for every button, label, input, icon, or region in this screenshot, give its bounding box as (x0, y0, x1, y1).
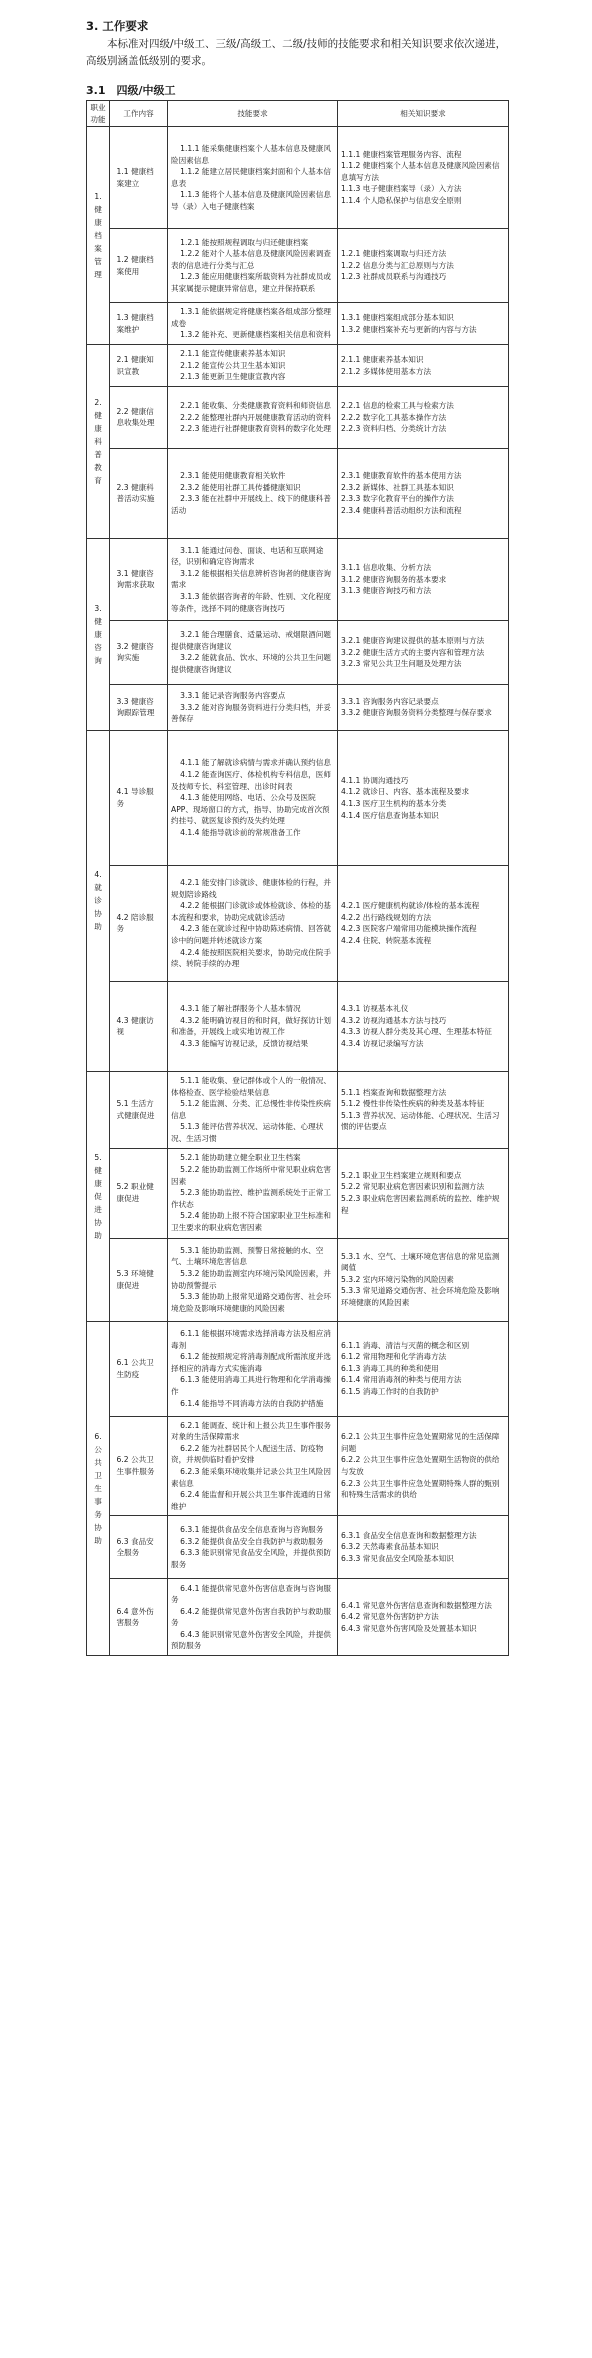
skill-item: 4.2.4 能按照医院相关要求，协助完成住院手续、转院手续的办理 (171, 947, 331, 969)
knowledge-item: 6.1.5 消毒工作时的自我防护 (341, 1386, 439, 1396)
skill-item: 5.2.3 能协助监控、维护监测系统处于正常工作状态 (171, 1188, 331, 1209)
knowledge-requirements-cell (338, 386, 509, 448)
skill-item: 5.3.3 能协助上报常见道路交通伤害、社会环境危险及影响环境健康的风险因素 (171, 1292, 331, 1313)
skill-item: 3.2.2 能就食品、饮水、环境的公共卫生问题提供健康咨询建议 (171, 653, 331, 675)
skill-requirements-cell (168, 229, 338, 303)
skill-requirements-cell (168, 1321, 338, 1416)
skill-item: 3.3.2 能对咨询服务资料进行分类归档，并妥善保存 (171, 702, 331, 724)
knowledge-item: 4.3.4 访视记录编写方法 (341, 1039, 424, 1049)
knowledge-item: 5.1.2 慢性非传染性疾病的种类及基本特征 (341, 1099, 485, 1109)
knowledge-requirements-cell (338, 865, 509, 981)
skill-item: 6.1.4 能指导不同消毒方法的自我防护措施 (180, 1398, 324, 1408)
knowledge-item: 1.1.3 电子健康档案导（录）入方法 (341, 184, 462, 194)
knowledge-item: 6.1.3 消毒工具的种类和使用 (341, 1363, 439, 1373)
knowledge-item: 2.3.1 健康教育软件的基本使用方法 (341, 471, 462, 481)
skill-item: 5.1.1 能收集、登记群体或个人的一般情况、体格检查、医学检验结果信息 (171, 1075, 331, 1097)
table-row (87, 538, 509, 620)
table-row (87, 1416, 509, 1516)
skill-requirements-cell (168, 1238, 338, 1321)
knowledge-requirements-cell (338, 1071, 509, 1148)
knowledge-item: 5.2.3 职业病危害因素监测系统的监控、维护规程 (341, 1194, 500, 1215)
knowledge-item: 6.3.1 食品安全信息查询和数据整理方法 (341, 1530, 477, 1540)
header-knowledge-requirements: 相关知识要求 (338, 101, 509, 127)
skill-requirements-cell (168, 386, 338, 448)
knowledge-item: 5.2.2 常见职业病危害因素识别和监测方法 (341, 1182, 485, 1192)
table-body (87, 127, 509, 1656)
skill-item: 5.3.1 能协助监测、预警日常接触的水、空气、土壤环境危害信息 (171, 1245, 324, 1267)
skill-item: 6.2.4 能监督和开展公共卫生事件流通的日常维护 (171, 1490, 331, 1511)
knowledge-item: 4.2.1 医疗健康机构就诊/体检的基本流程 (341, 901, 480, 911)
function-cell (87, 538, 110, 730)
knowledge-requirements-cell (338, 1148, 509, 1238)
knowledge-item: 3.1.3 健康咨询技巧和方法 (341, 586, 432, 596)
knowledge-item: 6.2.2 公共卫生事件应急处置期生活物资的供给与发放 (341, 1455, 500, 1476)
skill-item: 6.2.2 能为社群居民个人配送生活、防疫物资，并规供临时看护安排 (171, 1443, 324, 1465)
knowledge-requirements-cell (338, 1579, 509, 1656)
knowledge-item: 6.4.3 常见意外伤害风险及处置基本知识 (341, 1624, 477, 1634)
function-name: 5. 健康促进协助 (94, 1152, 102, 1240)
knowledge-item: 6.4.1 常见意外伤害信息查询和数据整理方法 (341, 1600, 492, 1610)
work-content-cell (110, 538, 168, 620)
skill-item: 5.3.2 能协助监测室内环境污染风险因素，并协助预警提示 (171, 1268, 331, 1290)
knowledge-item: 3.2.2 健康生活方式的主要内容和管理方法 (341, 647, 485, 657)
skill-requirements-cell (168, 448, 338, 538)
skill-requirements-cell (168, 865, 338, 981)
skill-item: 6.2.3 能采集环境收集并记录公共卫生风险因素信息 (171, 1466, 331, 1488)
skill-item: 2.2.1 能收集、分类健康教育资料和师资信息 (180, 401, 331, 411)
skill-requirements-cell (168, 981, 338, 1071)
knowledge-item: 4.2.4 住院、转院基本流程 (341, 936, 432, 946)
work-content-label: 1.1 健康档案建立 (116, 167, 154, 188)
knowledge-item: 5.1.1 档案查询和数据整理方法 (341, 1087, 447, 1097)
work-content-cell (110, 386, 168, 448)
skill-item: 4.3.2 能明确访视目的和时间，做好探访计划和准备，开展线上或实地访视工作 (171, 1015, 331, 1037)
skill-requirements-cell (168, 684, 338, 730)
knowledge-item: 3.2.1 健康咨询建议提供的基本原则与方法 (341, 636, 485, 646)
subsection-heading: 3.1 四级/中级工 (86, 84, 176, 97)
skill-item: 3.1.1 能通过问卷、面谈、电话和互联网途径，识别和确定咨询需求 (171, 545, 324, 567)
knowledge-item: 3.3.2 健康咨询服务资料分类整理与保存要求 (341, 708, 492, 718)
knowledge-item: 1.3.1 健康档案组成部分基本知识 (341, 313, 454, 323)
skill-item: 1.3.1 能依据规定将健康档案各组成部分整理成卷 (171, 307, 331, 328)
skill-item: 6.2.1 能调查、统计和上报公共卫生事件服务对象的生活保障需求 (171, 1420, 331, 1442)
skill-item: 2.1.2 能宣传公共卫生基本知识 (180, 360, 286, 370)
skill-requirements-cell (168, 1071, 338, 1148)
work-content-label: 1.3 健康档案维护 (116, 313, 154, 334)
work-content-label: 6.2 公共卫生事件服务 (116, 1455, 155, 1476)
knowledge-item: 1.1.1 健康档案管理服务内容、流程 (341, 149, 462, 159)
knowledge-requirements-cell (338, 1238, 509, 1321)
knowledge-item: 6.2.3 公共卫生事件应急处置期特殊人群的甄别和特殊生活需求的供给 (341, 1478, 500, 1500)
knowledge-item: 4.1.4 医疗信息查询基本知识 (341, 810, 439, 820)
knowledge-item: 6.1.1 消毒、清洁与灭菌的概念和区别 (341, 1340, 470, 1350)
knowledge-item: 5.3.2 室内环境污染物的风险因素 (341, 1274, 454, 1284)
work-content-label: 3.3 健康咨询跟踪管理 (116, 696, 155, 718)
knowledge-requirements-cell (338, 1321, 509, 1416)
skill-item: 4.1.3 能使用网络、电话、公众号及医院APP、现场窗口的方式，指导、协助完成首次预约挂号、就医复诊预约及失约处理 (171, 793, 330, 826)
table-row (87, 1579, 509, 1656)
work-content-cell (110, 1238, 168, 1321)
skill-item: 6.1.3 能使用消毒工具进行物理和化学消毒操作 (171, 1375, 331, 1396)
knowledge-item: 6.1.4 常用消毒剂的种类与使用方法 (341, 1375, 462, 1385)
work-content-label: 5.1 生活方式健康促进 (116, 1099, 155, 1120)
knowledge-item: 6.2.1 公共卫生事件应急处置期常见的生活保障问题 (341, 1432, 500, 1453)
work-content-label: 4.3 健康访视 (116, 1015, 154, 1037)
work-content-label: 6.4 意外伤害服务 (116, 1606, 154, 1628)
table-row (87, 1238, 509, 1321)
skill-requirements-cell (168, 345, 338, 387)
work-content-label: 2.3 健康科普活动实施 (116, 482, 155, 504)
skill-requirements-cell (168, 730, 338, 865)
knowledge-item: 4.1.3 医疗卫生机构的基本分类 (341, 798, 447, 808)
table-row (87, 303, 509, 345)
function-name: 6. 公共卫生事务协助 (94, 1431, 102, 1545)
skill-item: 4.1.2 能查询医疗、体检机构专科信息，医师及技师专长、科室管理、出诊时间表 (171, 769, 331, 791)
function-cell (87, 345, 110, 539)
skill-item: 6.3.3 能识别常见食品安全风险，并提供预防服务 (171, 1548, 331, 1569)
knowledge-item: 2.3.4 健康科普活动组织方法和流程 (341, 506, 462, 516)
header-function-label: 职业功能 (90, 103, 106, 124)
skill-item: 1.1.1 能采集健康档案个人基本信息及健康风险因素信息 (171, 143, 331, 165)
knowledge-item: 6.3.2 天然毒素食品基本知识 (341, 1542, 439, 1552)
work-content-cell (110, 1416, 168, 1516)
skill-item: 3.2.1 能合理膳食、适量运动、戒烟限酒问题提供健康咨询建议 (171, 630, 331, 651)
knowledge-item: 5.3.3 常见道路交通伤害、社会环境危险及影响环境健康的风险因素 (341, 1286, 500, 1307)
knowledge-requirements-cell (338, 538, 509, 620)
skill-item: 1.2.3 能应用健康档案所载资料为社群成员或其家属提示健康异常信息，建立并保持联系 (171, 272, 331, 294)
function-cell (87, 730, 110, 1071)
skill-item: 5.2.1 能协助建立健全职业卫生档案 (180, 1153, 301, 1163)
skill-item: 2.1.1 能宣传健康素养基本知识 (180, 349, 286, 359)
skill-requirements-cell (168, 1579, 338, 1656)
table-row (87, 1148, 509, 1238)
work-content-cell (110, 1579, 168, 1656)
skill-item: 4.3.1 能了解社群服务个人基本情况 (180, 1004, 301, 1014)
skill-item: 6.4.3 能识别常见意外伤害安全风险，并提供预防服务 (171, 1629, 331, 1651)
function-cell (87, 127, 110, 345)
knowledge-item: 3.3.1 咨询服务内容记录要点 (341, 696, 439, 706)
skill-requirements-cell (168, 620, 338, 684)
requirements-table (86, 100, 509, 1656)
intro-paragraph: 本标准对四级/中级工、三级/高级工、二级/技师的技能要求和相关知识要求依次递进，高级别涵盖低级别的要求。 (86, 38, 507, 67)
section-heading: 3. 工作要求 (86, 19, 149, 33)
knowledge-item: 6.3.3 常见食品安全风险基本知识 (341, 1554, 454, 1564)
knowledge-requirements-cell (338, 448, 509, 538)
work-content-label: 6.1 公共卫生防疫 (116, 1357, 154, 1379)
skill-requirements-cell (168, 1148, 338, 1238)
table-row (87, 345, 509, 387)
skill-item: 2.2.2 能整理社群内开展健康教育活动的资料 (180, 412, 331, 422)
knowledge-item: 4.3.2 访视沟通基本方法与技巧 (341, 1015, 447, 1025)
skill-item: 3.1.2 能根据相关信息辨析咨询者的健康咨询需求 (171, 568, 331, 590)
knowledge-item: 4.3.3 访视人群分类及其心理、生理基本特征 (341, 1027, 492, 1037)
skill-item: 4.3.3 能编写访视记录，反馈访视结果 (180, 1039, 309, 1049)
table-row (87, 684, 509, 730)
work-content-cell (110, 303, 168, 345)
skill-item: 4.2.1 能安排门诊就诊、健康体检的行程，并规划陪诊路线 (171, 878, 331, 899)
knowledge-item: 2.2.2 数字化工具基本操作方法 (341, 412, 447, 422)
knowledge-item: 2.1.2 多媒体使用基本方法 (341, 366, 432, 376)
skill-item: 6.1.1 能根据环境需求选择消毒方法及相应消毒剂 (171, 1328, 331, 1350)
skill-item: 3.3.1 能记录咨询服务内容要点 (180, 691, 286, 701)
knowledge-item: 2.1.1 健康素养基本知识 (341, 354, 424, 364)
knowledge-item: 2.3.3 数字化教育平台的操作方法 (341, 494, 454, 504)
knowledge-requirements-cell (338, 303, 509, 345)
knowledge-requirements-cell (338, 1416, 509, 1516)
table-row (87, 1321, 509, 1416)
knowledge-item: 1.1.4 个人隐私保护与信息安全原则 (341, 196, 462, 206)
skill-item: 6.1.2 能按照规定将消毒剂配成所需浓度并选择相应的消毒方式实施消毒 (171, 1352, 331, 1373)
function-name: 1. 健康档案管理 (94, 192, 102, 280)
skill-item: 1.2.1 能按照规程调取与归还健康档案 (180, 237, 309, 247)
function-cell (87, 1321, 110, 1656)
work-content-label: 5.2 职业健康促进 (116, 1182, 154, 1204)
skill-requirements-cell (168, 303, 338, 345)
work-content-cell (110, 865, 168, 981)
skill-item: 6.4.2 能提供常见意外伤害自我防护与救助服务 (171, 1606, 331, 1628)
work-content-cell (110, 981, 168, 1071)
table-row (87, 620, 509, 684)
function-name: 2. 健康科普教育 (94, 398, 102, 486)
table-row (87, 865, 509, 981)
knowledge-requirements-cell (338, 981, 509, 1071)
skill-item: 5.2.4 能协助上报不符合国家职业卫生标准和卫生要求的职业病危害因素 (171, 1211, 331, 1233)
skill-item: 6.3.2 能提供食品安全自我防护与救助服务 (180, 1536, 324, 1546)
work-content-cell (110, 448, 168, 538)
work-content-cell (110, 229, 168, 303)
knowledge-item: 5.2.1 职业卫生档案建立规则和要点 (341, 1170, 462, 1180)
skill-item: 1.3.2 能补充、更新健康档案相关信息和资料 (180, 330, 331, 340)
knowledge-item: 6.1.2 常用物理和化学消毒方法 (341, 1352, 447, 1362)
table-header-row (87, 101, 509, 127)
work-content-label: 6.3 食品安全服务 (116, 1536, 154, 1558)
skill-item: 1.1.2 能建立居民健康档案封面和个人基本信息表 (171, 167, 331, 188)
knowledge-requirements-cell (338, 684, 509, 730)
knowledge-item: 4.2.2 出行路线规划的方法 (341, 912, 432, 922)
skill-requirements-cell (168, 1516, 338, 1579)
work-content-label: 2.2 健康信息收集处理 (116, 406, 155, 428)
knowledge-item: 2.3.2 新媒体、社群工具基本知识 (341, 482, 454, 492)
knowledge-requirements-cell (338, 620, 509, 684)
skill-item: 6.3.1 能提供食品安全信息查询与咨询服务 (180, 1525, 324, 1535)
table-row (87, 229, 509, 303)
knowledge-item: 1.2.2 信息分类与汇总原则与方法 (341, 260, 454, 270)
knowledge-item: 3.2.3 常见公共卫生问题及处理方法 (341, 659, 462, 669)
work-content-cell (110, 127, 168, 229)
knowledge-item: 4.2.3 医院客户端常用功能模块操作流程 (341, 924, 477, 934)
skill-item: 2.3.3 能在社群中开展线上、线下的健康科普活动 (171, 494, 331, 516)
skill-item: 4.2.3 能在就诊过程中协助陈述病情、回答就诊中的问题并转述就诊方案 (171, 924, 331, 946)
table-row (87, 1516, 509, 1579)
skill-item: 6.4.1 能提供常见意外伤害信息查询与咨询服务 (171, 1583, 331, 1605)
work-content-cell (110, 1071, 168, 1148)
table-row (87, 730, 509, 865)
work-content-label: 3.1 健康咨询需求获取 (116, 568, 155, 590)
skill-item: 1.1.3 能将个人基本信息及健康风险因素信息导（录）入电子健康档案 (171, 190, 331, 211)
skill-requirements-cell (168, 538, 338, 620)
work-content-label: 4.2 陪诊服务 (116, 912, 154, 934)
knowledge-item: 5.3.1 水、空气、土壤环境危害信息的常见监测阈值 (341, 1251, 500, 1273)
knowledge-requirements-cell (338, 1516, 509, 1579)
work-content-cell (110, 1148, 168, 1238)
knowledge-item: 4.1.1 协调沟通技巧 (341, 775, 409, 785)
work-content-cell (110, 620, 168, 684)
function-name: 3. 健康咨询 (94, 603, 102, 665)
skill-item: 5.1.2 能监测、分类、汇总慢性非传染性疾病信息 (171, 1099, 331, 1120)
skill-item: 2.1.3 能更新卫生健康宣教内容 (180, 372, 286, 382)
knowledge-item: 2.2.3 资料归档、分类统计方法 (341, 424, 447, 434)
work-content-cell (110, 1516, 168, 1579)
knowledge-item: 1.2.1 健康档案调取与归还方法 (341, 249, 447, 259)
table-row (87, 386, 509, 448)
knowledge-item: 6.4.2 常见意外伤害防护方法 (341, 1612, 439, 1622)
knowledge-item: 3.1.1 信息收集、分析方法 (341, 563, 432, 573)
work-content-cell (110, 345, 168, 387)
work-content-label: 2.1 健康知识宣教 (116, 354, 154, 376)
skill-requirements-cell (168, 127, 338, 229)
table-row (87, 1071, 509, 1148)
skill-requirements-cell (168, 1416, 338, 1516)
knowledge-requirements-cell (338, 345, 509, 387)
table-row (87, 127, 509, 229)
skill-item: 2.3.2 能使用社群工具传播健康知识 (180, 482, 301, 492)
header-skill-requirements: 技能要求 (168, 101, 338, 127)
skill-item: 3.1.3 能依据咨询者的年龄、性别、文化程度等条件，选择不同的健康咨询技巧 (171, 592, 331, 613)
knowledge-item: 2.2.1 信息的检索工具与检索方法 (341, 401, 454, 411)
work-content-cell (110, 730, 168, 865)
skill-item: 5.1.3 能评估营养状况、运动体能、心理状况、生活习惯 (171, 1122, 324, 1143)
table-row (87, 981, 509, 1071)
knowledge-item: 3.1.2 健康咨询服务的基本要求 (341, 574, 447, 584)
knowledge-requirements-cell (338, 730, 509, 865)
skill-item: 1.2.2 能对个人基本信息及健康风险因素调查表的信息进行分类与汇总 (171, 249, 331, 270)
work-content-cell (110, 684, 168, 730)
header-function (87, 101, 110, 127)
knowledge-item: 4.1.2 就诊日、内容、基本流程及要求 (341, 787, 470, 797)
work-content-label: 1.2 健康档案使用 (116, 255, 154, 276)
work-content-label: 4.1 导诊服务 (116, 787, 154, 808)
function-cell (87, 1071, 110, 1321)
work-content-label: 3.2 健康咨询实施 (116, 641, 154, 663)
knowledge-item: 1.1.2 健康档案个人基本信息及健康风险因素信息填写方法 (341, 161, 500, 182)
work-content-label: 5.3 环境健康促进 (116, 1268, 154, 1290)
work-content-cell (110, 1321, 168, 1416)
skill-item: 4.1.1 能了解就诊病情与需求并确认预约信息 (180, 758, 331, 768)
knowledge-item: 5.1.3 营养状况、运动体能、心理状况、生活习惯的评估要点 (341, 1110, 500, 1132)
knowledge-item: 4.3.1 访视基本礼仪 (341, 1004, 409, 1014)
knowledge-item: 1.3.2 健康档案补充与更新的内容与方法 (341, 324, 477, 334)
function-name: 4. 就诊协助 (94, 870, 102, 932)
knowledge-requirements-cell (338, 229, 509, 303)
header-work-content: 工作内容 (110, 101, 168, 127)
knowledge-item: 1.2.3 社群成员联系与沟通技巧 (341, 272, 447, 282)
skill-item: 5.2.2 能协助监测工作场所中常见职业病危害因素 (171, 1165, 331, 1186)
skill-item: 2.2.3 能进行社群健康教育资料的数字化处理 (180, 424, 331, 434)
skill-item: 4.1.4 能指导就诊前的常规准备工作 (180, 827, 301, 837)
knowledge-requirements-cell (338, 127, 509, 229)
table-row (87, 448, 509, 538)
skill-item: 4.2.2 能根据门诊就诊或体检就诊、体检的基本流程和要求，协助完成就诊活动 (171, 901, 331, 922)
skill-item: 2.3.1 能使用健康教育相关软件 (180, 471, 286, 481)
